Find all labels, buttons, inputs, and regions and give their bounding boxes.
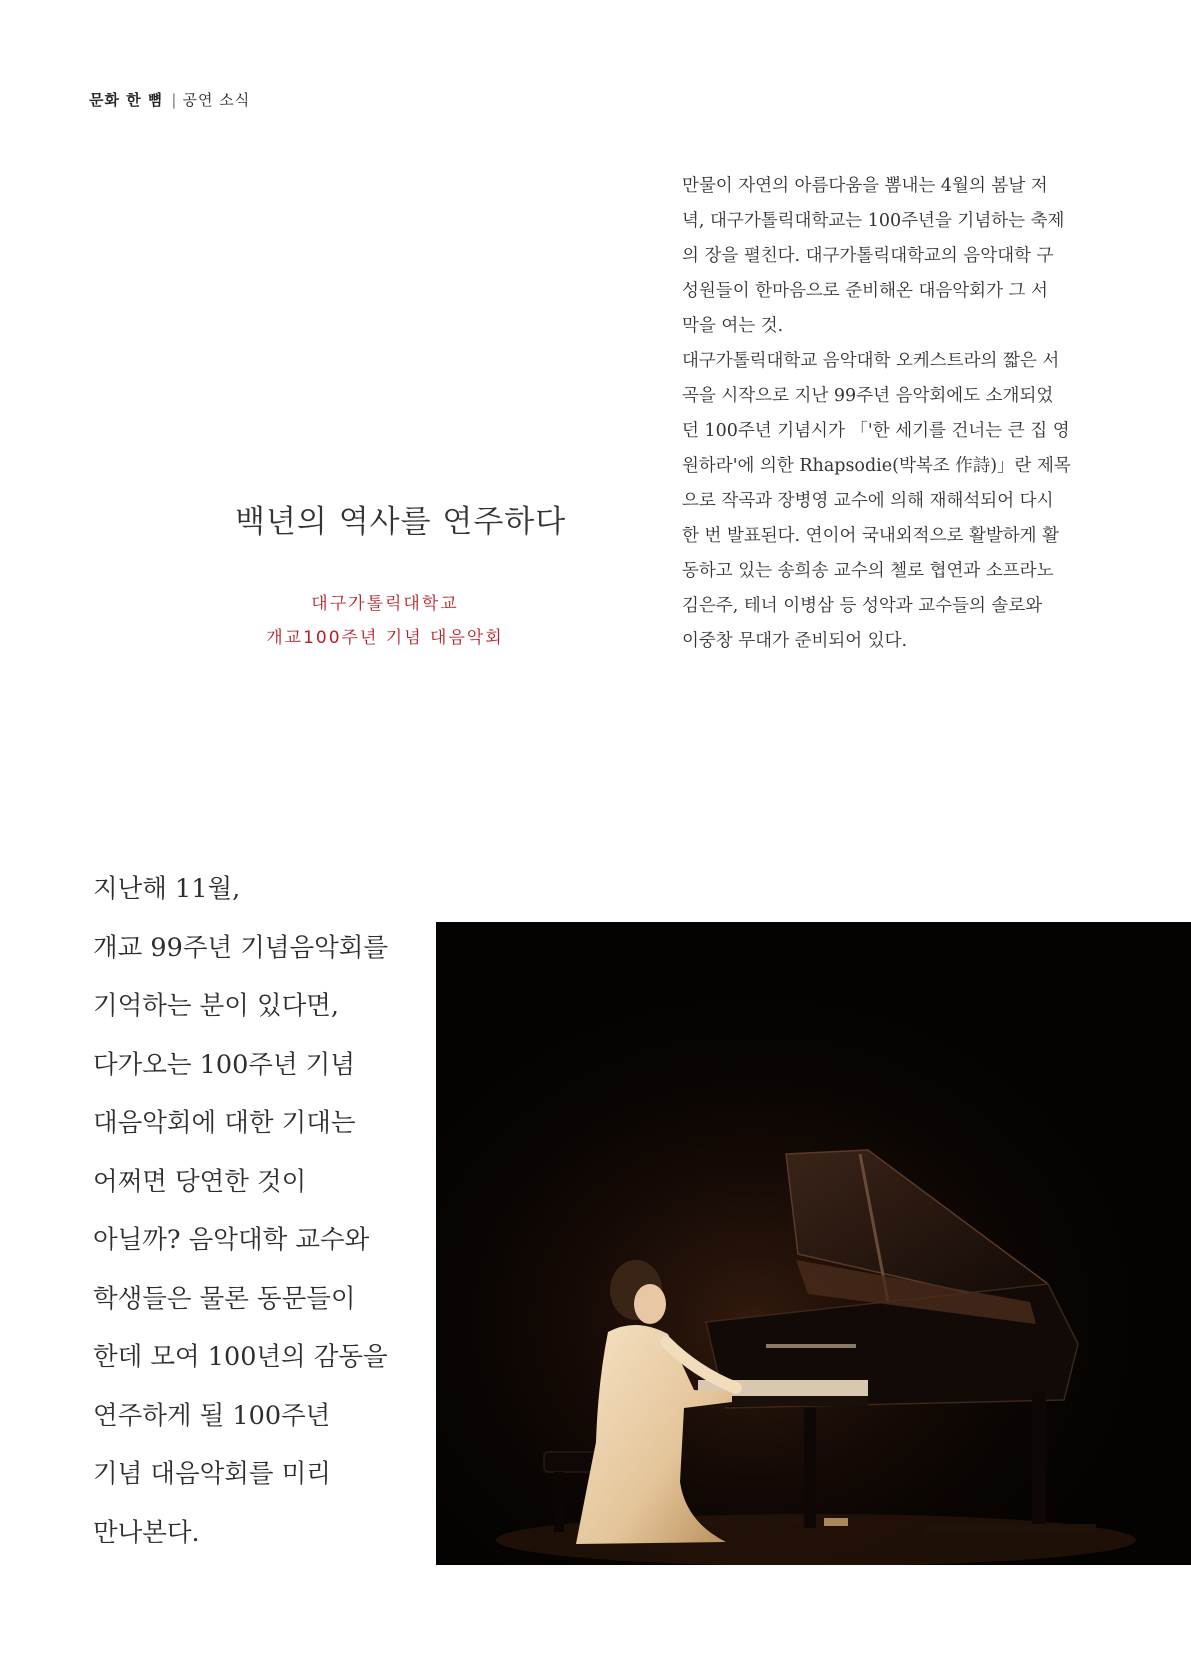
pianist-photo [436,922,1191,1565]
intro-text [93,860,388,1562]
intro-line: 기념 대음악회를 미리 [93,1459,331,1489]
intro-line: 다가오는 100주년 기념 [93,1049,355,1080]
intro-line: 지난해 11월, [93,874,241,904]
body-line: 대구가톨릭대학교 음악대학 오케스트라의 짧은 서 [682,351,1060,371]
intro-line: 학생들은 물론 동문들이 [93,1283,356,1314]
page-header [89,89,250,110]
section-label: 문화 한 뼘 [89,91,164,109]
subsection-label: 공연 소식 [182,91,251,109]
body-line: 김은주, 테너 이병삼 등 성악과 교수들의 솔로와 [682,596,1043,616]
body-line: 이중창 무대가 준비되어 있다. [682,631,908,651]
intro-line: 어쩌면 당연한 것이 [93,1166,307,1197]
body-line: 막을 여는 것. [682,316,784,336]
intro-line: 개교 99주년 기념음악회를 [93,932,388,963]
intro-line: 기억하는 분이 있다면, [93,991,340,1021]
intro-line: 만나본다. [93,1517,200,1548]
body-line: 녁, 대구가톨릭대학교는 100주년을 기념하는 축제 [682,211,1065,231]
body-line: 던 100주년 기념시가 「'한 세기를 건너는 큰 집 영 [682,421,1070,441]
intro-line: 아닐까? 음악대학 교수와 [93,1225,370,1255]
body-line: 한 번 발표된다. 연이어 국내외적으로 활발하게 활 [682,526,1060,546]
body-line: 곡을 시작으로 지난 99주년 음악회에도 소개되었 [682,386,1054,406]
body-line: 의 장을 펼친다. 대구가톨릭대학교의 음악대학 구 [682,246,1054,266]
body-line: 성원들이 한마음으로 준비해온 대음악회가 그 서 [682,281,1048,301]
header-separator: | [171,91,177,109]
subtitle-line-1: 대구가톨릭대학교 [311,594,459,614]
body-line: 으로 작곡과 장병영 교수에 의해 재해석되어 다시 [682,491,1054,511]
intro-line: 연주하게 될 100주년 [93,1400,331,1431]
intro-line: 대음악회에 대한 기대는 [93,1108,356,1138]
subtitle-line-2: 개교100주년 기념 대음악회 [266,628,504,648]
body-line: 동하고 있는 송희송 교수의 첼로 협연과 소프라노 [682,561,1054,581]
body-line: 원하라'에 의한 Rhapsodie(박복조 作詩)」란 제목 [682,456,1071,476]
article-title: 백년의 역사를 연주하다 [235,504,567,540]
intro-line: 한데 모여 100년의 감동을 [93,1342,388,1372]
article-body [682,169,1082,659]
body-line: 만물이 자연의 아름다움을 뽐내는 4월의 봄날 저 [682,176,1048,196]
